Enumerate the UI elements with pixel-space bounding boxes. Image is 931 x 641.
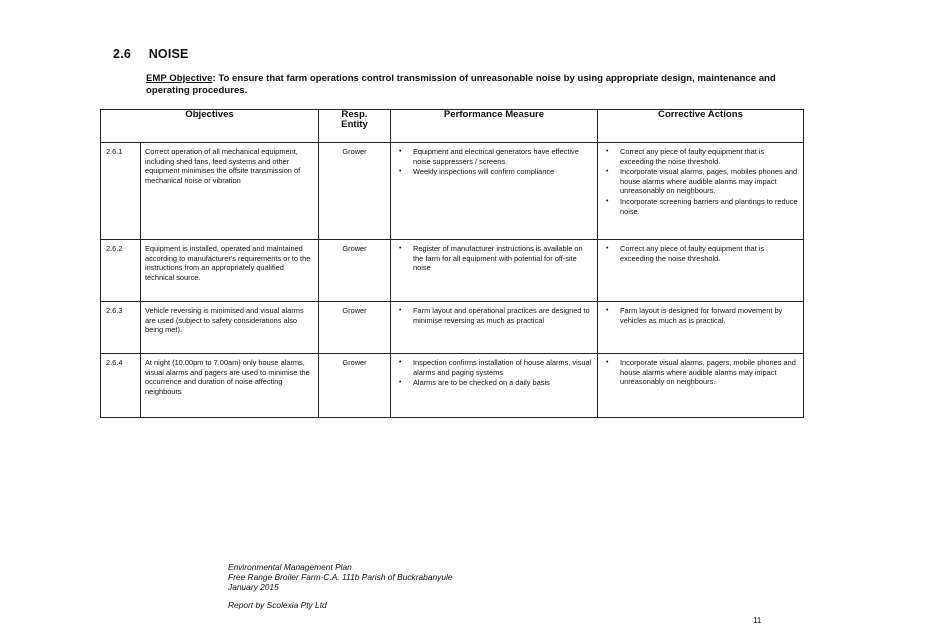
corrective-item: • Correct any piece of faulty equipment that is exceeding the noise threshold. xyxy=(602,147,799,166)
row-performance xyxy=(391,354,598,418)
table-row xyxy=(101,354,804,418)
row-number: 2.6.1 xyxy=(101,143,141,240)
corrective-item: • Incorporate visual alarms, pages, mobiles phones and house alarms where audible alarms may impact unreasonably on neighbours. xyxy=(602,167,799,196)
row-objective: Equipment is installed, operated and maintained according to manufacturer's requirements or to the instructions from an appropriately qualified technical source. xyxy=(141,240,319,302)
row-resp-entity: Grower xyxy=(319,240,391,302)
performance-item: • Weekly inspections will confirm compliance xyxy=(395,167,593,177)
row-number: 2.6.3 xyxy=(101,302,141,354)
emp-objective xyxy=(146,73,786,97)
row-corrective xyxy=(598,302,804,354)
section-number: 2.6 xyxy=(113,47,131,61)
row-objective: At night (10.00pm to 7.00am) only house alarms, visual alarms and pagers are used to minimise the occurrence and duration of noise affecting neighbours xyxy=(141,354,319,418)
noise-management-table xyxy=(100,109,804,418)
row-corrective xyxy=(598,354,804,418)
performance-item: • Farm layout and operational practices are designed to minimise reversing as much as practical xyxy=(395,306,593,325)
row-performance xyxy=(391,240,598,302)
row-resp-entity: Grower xyxy=(319,302,391,354)
row-resp-entity: Grower xyxy=(319,143,391,240)
header-corrective-actions: Corrective Actions xyxy=(598,110,804,143)
performance-item: • Alarms are to be checked on a daily basis xyxy=(395,378,593,388)
corrective-item: • Incorporate screening barriers and plantings to reduce noise. xyxy=(602,197,799,216)
document-footer xyxy=(228,562,453,610)
performance-item: • Inspection confirms installation of house alarms, visual alarms and paging systems xyxy=(395,358,593,377)
header-resp-entity xyxy=(319,110,391,143)
emp-objective-label: EMP Objective xyxy=(146,73,213,84)
page-number: 11 xyxy=(753,616,762,625)
row-resp-entity: Grower xyxy=(319,354,391,418)
performance-item: • Equipment and electrical generators have effective noise suppressers / screens. xyxy=(395,147,593,166)
corrective-item: • Correct any piece of faulty equipment that is exceeding the noise threshold. xyxy=(602,244,799,263)
row-objective: Vehicle reversing is minimised and visual alarms are used (subject to safety considerations also being met). xyxy=(141,302,319,354)
row-performance xyxy=(391,143,598,240)
header-performance-measure: Performance Measure xyxy=(391,110,598,143)
row-number: 2.6.2 xyxy=(101,240,141,302)
header-objectives: Objectives xyxy=(101,110,319,143)
corrective-item: • Incorporate visual alarms, pagers, mobile phones and house alarms where audible alarms may impact unreasonably on neighbours. xyxy=(602,358,799,387)
row-performance xyxy=(391,302,598,354)
row-corrective xyxy=(598,240,804,302)
footer-plan-title: Environmental Management Plan xyxy=(228,562,352,572)
emp-objective-text: : To ensure that farm operations control transmission of unreasonable noise by using appropriate design, maintenance and operating procedures. xyxy=(146,73,776,96)
footer-farm-name: Free Range Broiler Farm-C.A. 111b Parish of Buckrabanyule xyxy=(228,572,453,582)
section-title: NOISE xyxy=(148,47,189,61)
table-row xyxy=(101,302,804,354)
table-header-row xyxy=(101,110,804,143)
corrective-item: • Farm layout is designed for forward movement by vehicles as much as is practical. xyxy=(602,306,799,325)
table-row xyxy=(101,143,804,240)
row-objective: Correct operation of all mechanical equipment, including shed fans, feed systems and other equipment minimises the offsite transmission of mechanical noise or vibration xyxy=(141,143,319,240)
footer-report-author: Report by Scolexia Pty Ltd xyxy=(228,600,327,610)
footer-date: January 2015 xyxy=(228,582,279,592)
row-corrective xyxy=(598,143,804,240)
row-number: 2.6.4 xyxy=(101,354,141,418)
table-row xyxy=(101,240,804,302)
section-heading xyxy=(113,47,189,61)
header-resp-line2: Entity xyxy=(341,119,368,130)
performance-item: • Register of manufacturer instructions is available on the farm for all equipment with potential for off-site noise xyxy=(395,244,593,273)
header-resp-line1: Resp. xyxy=(341,109,368,120)
